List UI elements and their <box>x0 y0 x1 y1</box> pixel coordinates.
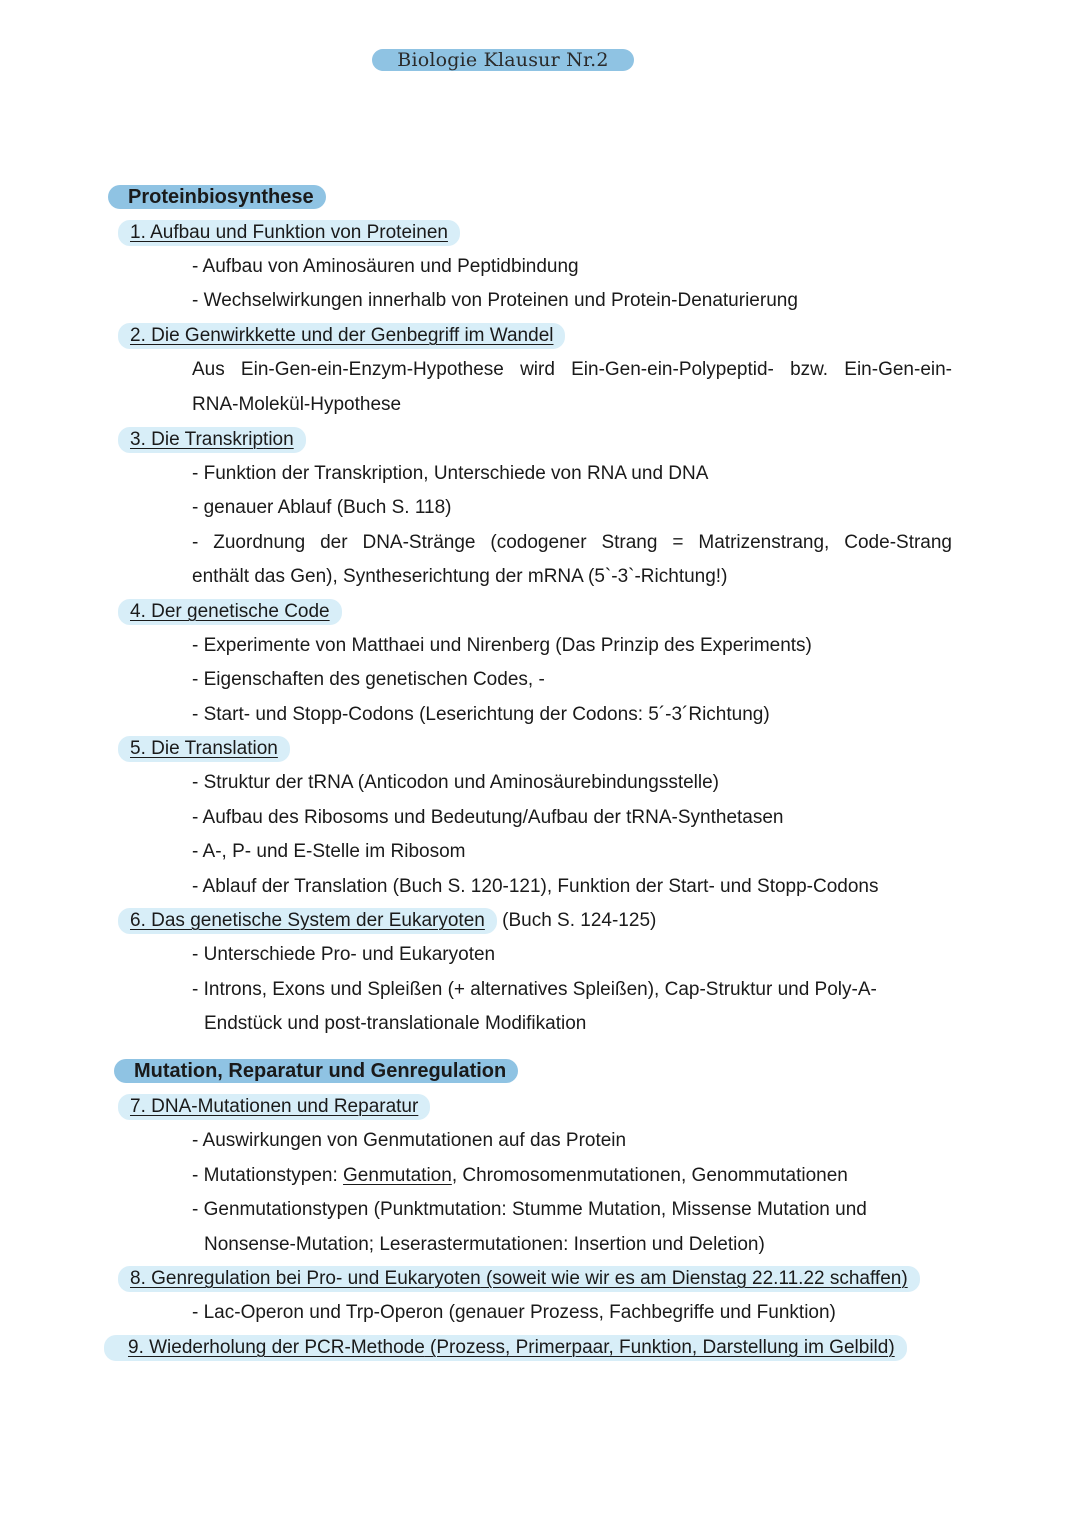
topic-5-heading: 5. Die Translation <box>118 736 290 762</box>
topic-4-line-1: - Experimente von Matthaei und Nirenberg (Das Prinzip des Experiments) <box>192 635 812 656</box>
topic-6-heading-row <box>118 908 656 934</box>
topic-3-heading: 3. Die Transkription <box>118 427 306 453</box>
topic-6-line-1: - Unterschiede Pro- und Eukaryoten <box>192 944 496 965</box>
topic-7-line-2: - Mutationstypen: Genmutation, Chromosomenmutationen, Genommutationen <box>192 1165 848 1186</box>
page-title: Biologie Klausur Nr.2 <box>372 49 634 71</box>
topic-6-heading: 6. Das genetische System der Eukaryoten <box>118 908 497 934</box>
topic-1-line-1: - Aufbau von Aminosäuren und Peptidbindung <box>192 256 579 277</box>
topic-5-line-3: - A-, P- und E-Stelle im Ribosom <box>192 841 466 862</box>
topic-8-heading: 8. Genregulation bei Pro- und Eukaryoten (soweit wie wir es am Dienstag 22.11.22 schaffen) <box>118 1266 920 1292</box>
topic-5-line-1: - Struktur der tRNA (Anticodon und Aminosäurebindungsstelle) <box>192 772 719 793</box>
topic-7-line-4: Nonsense-Mutation; Leserastermutationen: Insertion und Deletion) <box>204 1234 765 1255</box>
topic-2-line-2: RNA-Molekül-Hypothese <box>192 394 402 415</box>
topic-6-line-3: Endstück und post-translationale Modifikation <box>204 1013 587 1034</box>
section-heading-proteinbiosynthese: Proteinbiosynthese <box>108 185 326 209</box>
topic-2-heading: 2. Die Genwirkkette und der Genbegriff im Wandel <box>118 323 565 349</box>
topic-7-line-3: - Genmutationstypen (Punktmutation: Stumme Mutation, Missense Mutation und <box>192 1199 867 1220</box>
topic-6-line-2: - Introns, Exons und Spleißen (+ alternatives Spleißen), Cap-Struktur und Poly-A- <box>192 979 877 1000</box>
topic-3-line-4: enthält das Gen), Syntheserichtung der mRNA (5`-3`-Richtung!) <box>192 566 728 587</box>
topic-3-line-3: - Zuordnung der DNA-Stränge (codogener Strang = Matrizenstrang, Code-Strang <box>192 532 952 553</box>
topic-4-line-2: - Eigenschaften des genetischen Codes, - <box>192 669 545 690</box>
topic-3-line-2: - genauer Ablauf (Buch S. 118) <box>192 497 452 518</box>
topic-7-line-1: - Auswirkungen von Genmutationen auf das Protein <box>192 1130 627 1151</box>
section-heading-mutation: Mutation, Reparatur und Genregulation <box>114 1059 518 1083</box>
topic-2-line-1: Aus Ein-Gen-ein-Enzym-Hypothese wird Ein-Gen-ein-Polypeptid- bzw. Ein-Gen-ein- <box>192 359 952 380</box>
topic-5-line-4: - Ablauf der Translation (Buch S. 120-121), Funktion der Start- und Stopp-Codons <box>192 876 879 897</box>
topic-3-line-1: - Funktion der Transkription, Unterschiede von RNA und DNA <box>192 463 709 484</box>
topic-8-line-1: - Lac-Operon und Trp-Operon (genauer Prozess, Fachbegriffe und Funktion) <box>192 1302 836 1323</box>
topic-1-heading: 1. Aufbau und Funktion von Proteinen <box>118 220 460 246</box>
topic-9-heading: 9. Wiederholung der PCR-Methode (Prozess, Primerpaar, Funktion, Darstellung im Gelbild) <box>104 1335 907 1361</box>
topic-7-heading: 7. DNA-Mutationen und Reparatur <box>118 1094 430 1120</box>
topic-5-line-2: - Aufbau des Ribosoms und Bedeutung/Aufbau der tRNA-Synthetasen <box>192 807 784 828</box>
topic-1-line-2: - Wechselwirkungen innerhalb von Proteinen und Protein-Denaturierung <box>192 290 798 311</box>
topic-4-line-3: - Start- und Stopp-Codons (Leserichtung der Codons: 5´-3´Richtung) <box>192 704 770 725</box>
topic-4-heading: 4. Der genetische Code <box>118 599 342 625</box>
topic-6-note: (Buch S. 124-125) <box>496 910 657 931</box>
